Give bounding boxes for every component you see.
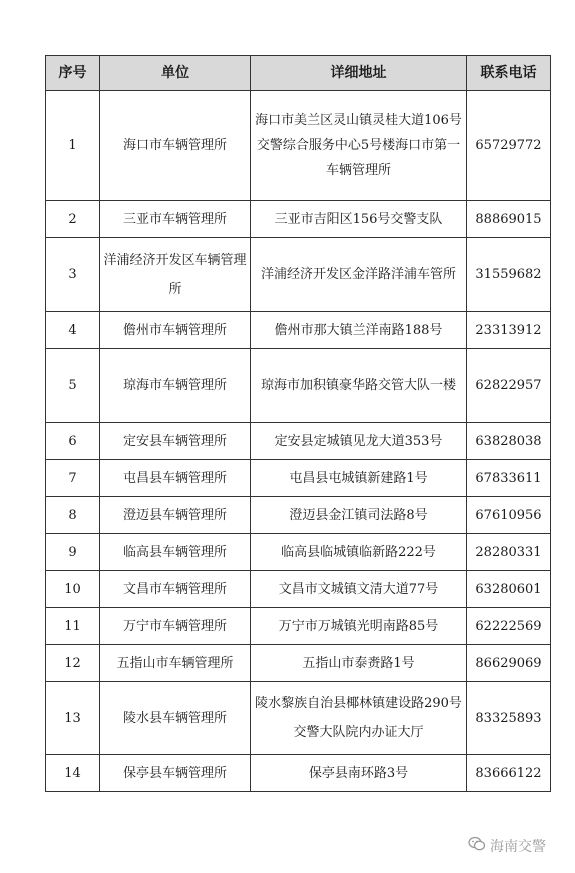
row-address: 陵水黎族自治县椰林镇建设路290号交警大队院内办证大厅 (251, 682, 467, 755)
row-address: 屯昌县屯城镇新建路1号 (251, 460, 467, 497)
row-unit: 保亭县车辆管理所 (100, 755, 251, 792)
row-phone: 62822957 (467, 349, 551, 423)
row-unit: 屯昌县车辆管理所 (100, 460, 251, 497)
table-row (46, 349, 551, 423)
header-address: 详细地址 (251, 56, 467, 91)
row-address: 三亚市吉阳区156号交警支队 (251, 201, 467, 238)
wechat-icon (468, 836, 490, 856)
row-address: 海口市美兰区灵山镇灵桂大道106号交警综合服务中心5号楼海口市第一车辆管理所 (251, 91, 467, 201)
row-no: 13 (46, 682, 100, 755)
row-unit: 三亚市车辆管理所 (100, 201, 251, 238)
row-no: 1 (46, 91, 100, 201)
row-no: 2 (46, 201, 100, 238)
row-phone: 23313912 (467, 312, 551, 349)
row-unit: 儋州市车辆管理所 (100, 312, 251, 349)
table-row (46, 312, 551, 349)
row-phone: 67610956 (467, 497, 551, 534)
table-row (46, 682, 551, 755)
watermark (468, 836, 546, 856)
table-row (46, 201, 551, 238)
row-phone: 86629069 (467, 645, 551, 682)
row-no: 9 (46, 534, 100, 571)
row-phone: 83325893 (467, 682, 551, 755)
row-no: 12 (46, 645, 100, 682)
row-unit: 文昌市车辆管理所 (100, 571, 251, 608)
row-unit: 陵水县车辆管理所 (100, 682, 251, 755)
row-address: 万宁市万城镇光明南路85号 (251, 608, 467, 645)
row-address: 临高县临城镇临新路222号 (251, 534, 467, 571)
row-no: 7 (46, 460, 100, 497)
row-address: 洋浦经济开发区金洋路洋浦车管所 (251, 238, 467, 312)
row-unit: 海口市车辆管理所 (100, 91, 251, 201)
row-phone: 65729772 (467, 91, 551, 201)
row-no: 3 (46, 238, 100, 312)
vehicle-office-table (45, 55, 551, 792)
table-row (46, 91, 551, 201)
row-no: 10 (46, 571, 100, 608)
row-address: 文昌市文城镇文清大道77号 (251, 571, 467, 608)
table-row (46, 645, 551, 682)
row-unit: 临高县车辆管理所 (100, 534, 251, 571)
row-address: 保亭县南环路3号 (251, 755, 467, 792)
header-no: 序号 (46, 56, 100, 91)
table-row (46, 238, 551, 312)
row-address: 儋州市那大镇兰洋南路188号 (251, 312, 467, 349)
table-row (46, 755, 551, 792)
row-unit: 定安县车辆管理所 (100, 423, 251, 460)
row-address: 澄迈县金江镇司法路8号 (251, 497, 467, 534)
row-unit: 琼海市车辆管理所 (100, 349, 251, 423)
row-unit: 万宁市车辆管理所 (100, 608, 251, 645)
row-no: 4 (46, 312, 100, 349)
row-no: 6 (46, 423, 100, 460)
row-phone: 31559682 (467, 238, 551, 312)
row-unit: 洋浦经济开发区车辆管理所 (100, 238, 251, 312)
row-phone: 63280601 (467, 571, 551, 608)
watermark-text: 海南交警 (490, 839, 546, 855)
table-row (46, 423, 551, 460)
row-phone: 28280331 (467, 534, 551, 571)
row-address: 定安县定城镇见龙大道353号 (251, 423, 467, 460)
header-phone: 联系电话 (467, 56, 551, 91)
table-header-row (46, 56, 551, 91)
row-unit: 澄迈县车辆管理所 (100, 497, 251, 534)
row-phone: 67833611 (467, 460, 551, 497)
row-phone: 88869015 (467, 201, 551, 238)
row-no: 8 (46, 497, 100, 534)
table-row (46, 608, 551, 645)
row-no: 11 (46, 608, 100, 645)
row-no: 14 (46, 755, 100, 792)
row-address: 琼海市加积镇豪华路交管大队一楼 (251, 349, 467, 423)
table-row (46, 497, 551, 534)
row-no: 5 (46, 349, 100, 423)
row-phone: 83666122 (467, 755, 551, 792)
table-row (46, 571, 551, 608)
table-row (46, 460, 551, 497)
row-unit: 五指山市车辆管理所 (100, 645, 251, 682)
header-unit: 单位 (100, 56, 251, 91)
row-address: 五指山市泰赉路1号 (251, 645, 467, 682)
table-row (46, 534, 551, 571)
row-phone: 63828038 (467, 423, 551, 460)
row-phone: 62222569 (467, 608, 551, 645)
